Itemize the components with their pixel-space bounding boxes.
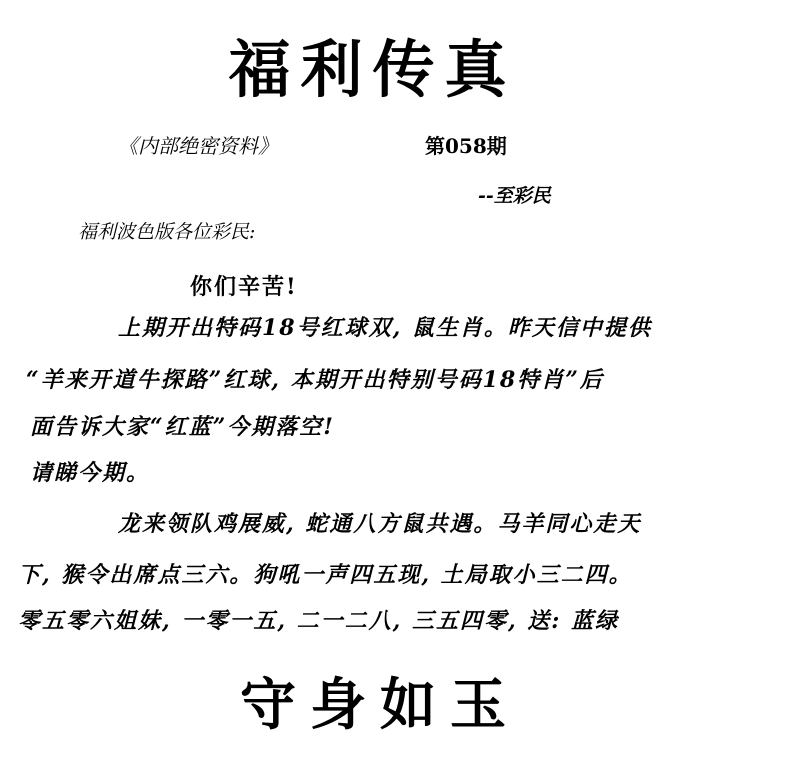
body-line: 面告诉大家“红蓝”今期落空!: [30, 414, 335, 440]
body-line: “羊来开道牛探路”红球, 本期开出特别号码18特肖”后: [26, 367, 604, 393]
body-line: 请睇今期。: [30, 460, 151, 486]
salutation: 福利波色版各位彩民:: [78, 221, 256, 243]
footer-motto: 守身如玉: [240, 672, 520, 738]
document-subtitle: 《内部绝密资料》: [118, 134, 278, 158]
body-line: 上期开出特码18号红球双, 鼠生肖。昨天信中提供: [118, 315, 652, 341]
signature: --至彩民: [478, 185, 551, 207]
greeting: 你们辛苦!: [190, 274, 298, 300]
body-line: 零五零六姐妹, 一零一五, 二一二八, 三五四零, 送: 蓝绿: [18, 608, 620, 634]
issue-number: 第058期: [425, 134, 507, 158]
body-line: 下, 猴令出席点三六。狗吼一声四五现, 土局取小三二四。: [18, 562, 633, 588]
body-line: 龙来领队鸡展威, 蛇通八方鼠共遇。马羊同心走天: [118, 511, 642, 537]
document-title: 福利传真: [228, 33, 517, 106]
